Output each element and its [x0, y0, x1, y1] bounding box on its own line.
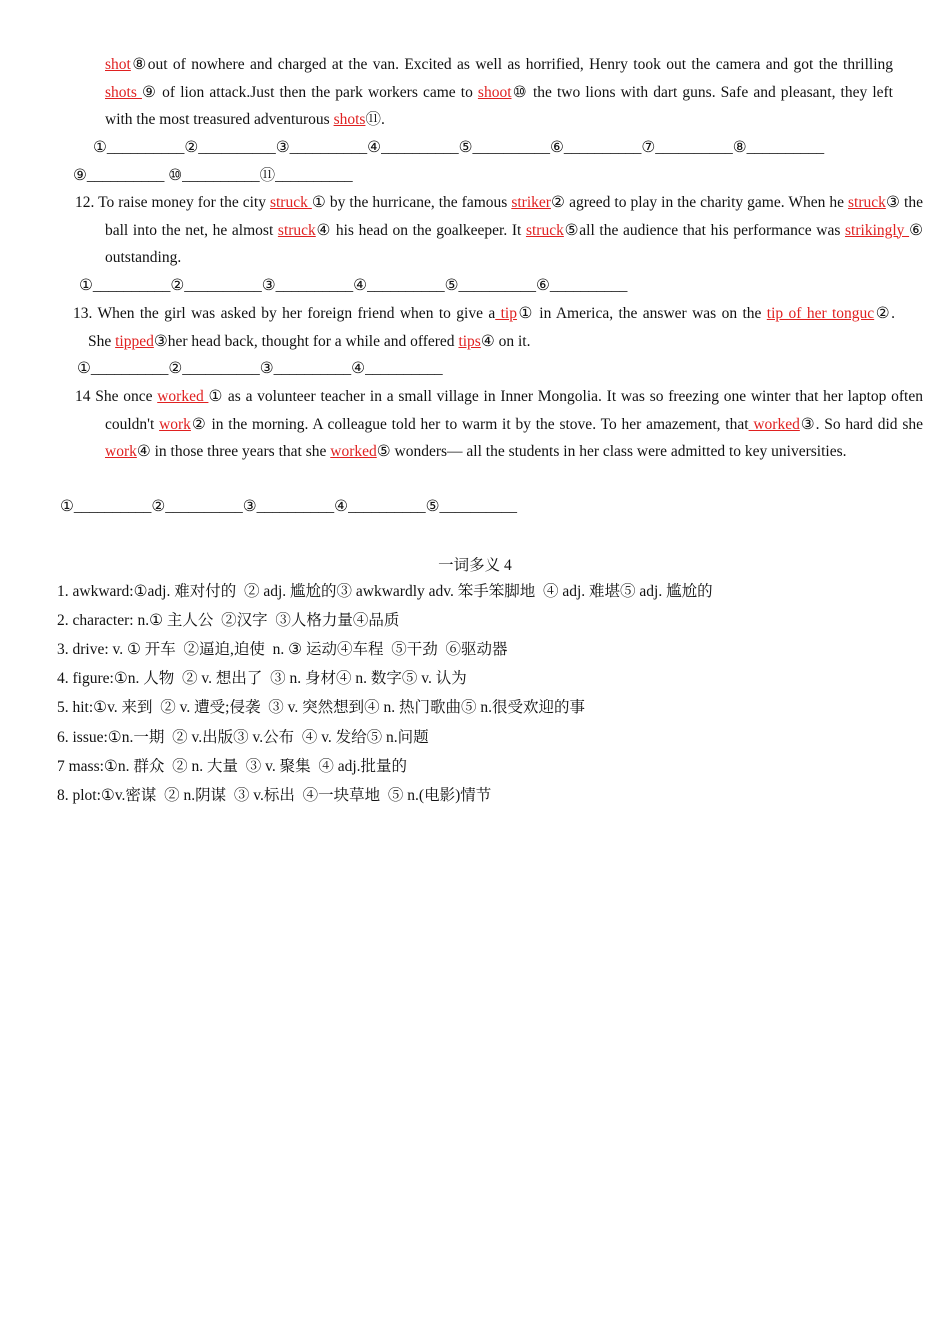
paragraph-text: ②. [874, 305, 895, 322]
definition-item: 5. hit:①v. 来到 ② v. 遭受;侵袭 ③ v. 突然想到④ n. 热门歌曲⑤ n.很受欢迎的事 [57, 699, 585, 716]
answer-blanks-11a[interactable]: ①__________②__________③__________④__________⑤__________⑥__________⑦__________⑧__________ [93, 139, 825, 156]
paragraph-line [73, 328, 895, 356]
answer-word: struck [848, 194, 886, 211]
section-title: 一词多义 4 [438, 557, 512, 574]
answer-word: shots [105, 83, 142, 101]
paragraph-text: ④ in those three years that she [136, 443, 331, 461]
definition-item: 3. drive: v. ① 开车 ②逼迫,迫使 n. ③ 运动④车程 ⑤干劲 ⑥驱动器 [57, 641, 508, 658]
paragraph-text: ① by the hurricane, the famous [311, 194, 512, 211]
answer-word: tipped [115, 332, 154, 350]
paragraph-13 [73, 300, 895, 355]
definition-item: 6. issue:①n.一期 ② v.出版③ v.公布 ④ v. 发给⑤ n.问题 [57, 729, 429, 746]
paragraph-text: ④ his head on the goalkeeper. It [315, 221, 526, 239]
paragraph-11 [105, 51, 893, 134]
answer-word: tip of her tonguc [766, 305, 875, 322]
definition-item: 7 mass:①n. 群众 ② n. 大量 ③ v. 聚集 ④ adj.批量的 [57, 758, 408, 775]
definition-item: 2. character: n.① 主人公 ②汉字 ③人格力量④品质 [57, 612, 400, 629]
paragraph-text: ⑨ of lion attack.Just then the park workers came to [141, 83, 478, 101]
paragraph-text: ⑪. [365, 111, 385, 129]
definition-item: 4. figure:①n. 人物 ② v. 想出了 ③ n. 身材④ n. 数字⑤ v. 认为 [57, 670, 467, 687]
answer-blanks-12[interactable]: ①__________②__________③__________④__________⑤__________⑥__________ [79, 277, 628, 294]
answer-word: worked [330, 443, 377, 461]
paragraph-text: ① as a volunteer teacher in a small village in Inner Mongolia. It was so freezing one winter that her laptop often couldn't [105, 388, 923, 433]
answer-blanks-11b[interactable]: ⑨__________ ⑩__________⑪__________ [73, 167, 353, 184]
answer-blanks-13[interactable]: ①__________②__________③__________④__________ [77, 360, 443, 377]
answer-blanks-14[interactable]: ①__________②__________③__________④__________⑤__________ [60, 498, 517, 515]
answer-word: struck [277, 221, 316, 239]
paragraph-text: ⑧out of nowhere and charged at the van. Excited as well as horrified, Henry took out the camera and got the thrilling [130, 56, 893, 73]
answer-word: shots [333, 111, 366, 129]
paragraph-text: She [88, 332, 116, 350]
definition-item: 1. awkward:①adj. 难对付的 ② adj. 尴尬的③ awkwardly adv. 笨手笨脚地 ④ adj. 难堪⑤ adj. 尴尬的 [57, 583, 713, 600]
paragraph-12 [75, 189, 923, 272]
paragraph-text: ③ the ball into the net, he almost [105, 194, 923, 239]
answer-word: shot [105, 56, 131, 73]
paragraph-text: ② agreed to play in the charity game. When he [550, 194, 848, 211]
paragraph-14 [75, 383, 923, 466]
paragraph-text: 13. When the girl was asked by her foreign friend when to give a [73, 305, 496, 322]
paragraph-line [73, 300, 895, 328]
paragraph-text: ⑤ wonders— all the students in her class were admitted to key universities. [376, 443, 847, 461]
definition-item: 8. plot:①v.密谋 ② n.阴谋 ③ v.标出 ④一块草地 ⑤ n.(电影)情节 [57, 787, 492, 804]
answer-word: struck [525, 221, 564, 239]
paragraph-text: ③. So hard did she [799, 415, 923, 433]
answer-word: shoot [477, 83, 512, 101]
answer-word: work [105, 443, 137, 461]
paragraph-text: 12. To raise money for the city [75, 194, 270, 211]
answer-word: worked [748, 415, 800, 433]
paragraph-text: ① in America, the answer was on the [516, 305, 767, 322]
paragraph-text: ④ on it. [480, 332, 531, 350]
paragraph-text: 14 She once [75, 388, 158, 405]
answer-word: worked [157, 388, 209, 405]
answer-word: tip [495, 305, 517, 322]
answer-word: struck [269, 194, 312, 211]
paragraph-text: ② in the morning. A colleague told her to warm it by the stove. To her amazement, that [190, 415, 749, 433]
answer-word: strikingly [845, 221, 910, 239]
answer-word: work [159, 415, 191, 433]
answer-word: striker [511, 194, 551, 211]
paragraph-text: ⑥ outstanding. [105, 221, 923, 267]
paragraph-text: ⑩ the two lions with dart guns. Safe and pleasant, they left with the most treasured adventurous [105, 83, 893, 129]
paragraph-text: ③her head back, thought for a while and offered [153, 332, 459, 350]
paragraph-text: ⑤all the audience that his performance was [563, 221, 846, 239]
answer-word: tips [458, 332, 481, 350]
